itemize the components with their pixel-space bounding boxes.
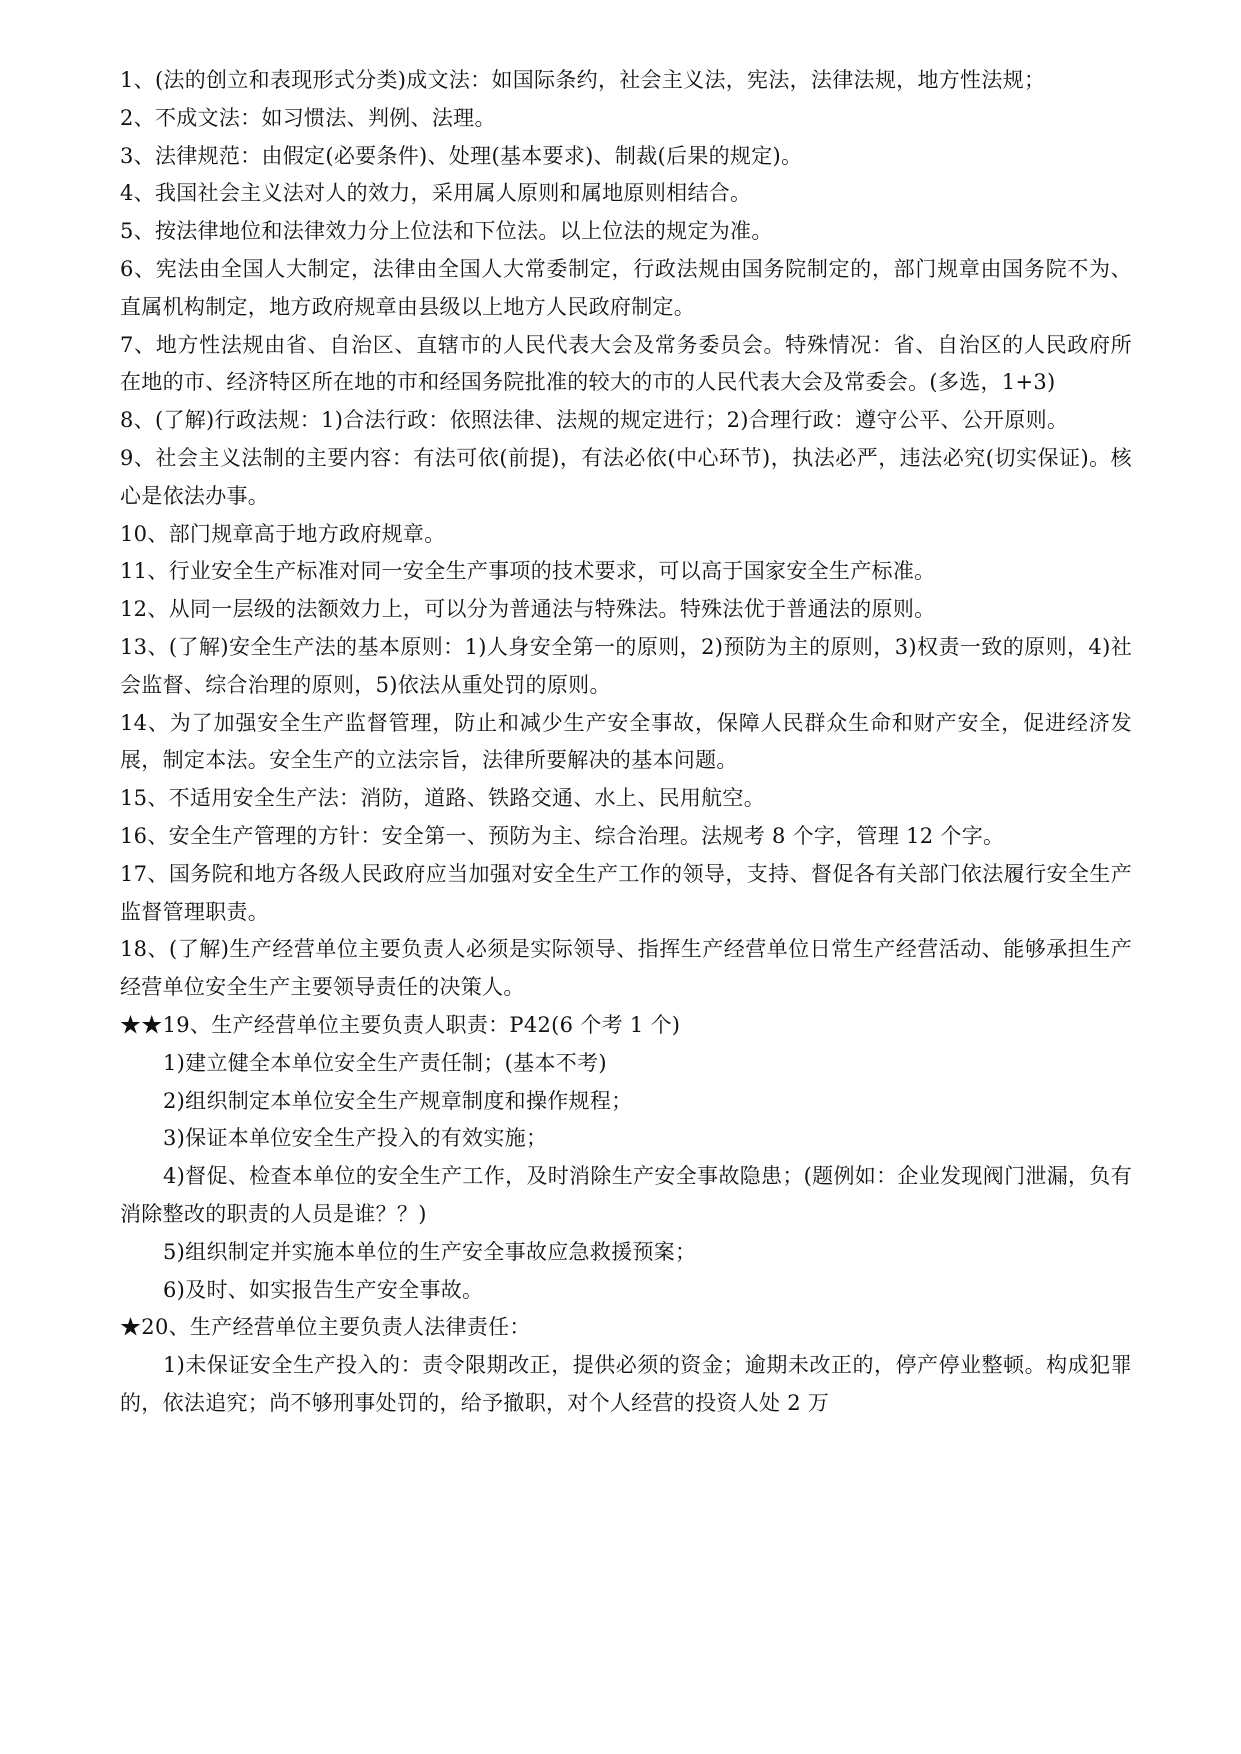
paragraph: 12、从同一层级的法额效力上，可以分为普通法与特殊法。特殊法优于普通法的原则。 — [120, 597, 936, 622]
paragraph: 8、(了解)行政法规：1)合法行政：依照法律、法规的规定进行；2)合理行政：遵守公平、公开原则。 — [120, 408, 1069, 433]
paragraph: 2)组织制定本单位安全生产规章制度和操作规程； — [163, 1088, 633, 1113]
paragraph: 1)建立健全本单位安全生产责任制；(基本不考) — [163, 1050, 607, 1075]
paragraph: ★20、生产经营单位主要负责人法律责任： — [120, 1315, 531, 1340]
paragraph: 6)及时、如实报告生产安全事故。 — [163, 1277, 484, 1302]
paragraph: 1)未保证安全生产投入的：责令限期改正，提供必须的资金；逾期未改正的，停产停业整顿。构成犯罪的，依法追究；尚不够刑事处罚的，给予撤职，对个人经营的投资人处 2 万 — [120, 1353, 1132, 1415]
paragraph: 1、(法的创立和表现形式分类)成文法：如国际条约，社会主义法，宪法，法律法规，地方性法规； — [120, 68, 1046, 92]
document-page — [120, 62, 1132, 1423]
paragraph: 16、安全生产管理的方针：安全第一、预防为主、综合治理。法规考 8 个字，管理 12 个字。 — [120, 823, 1005, 848]
paragraph: 3)保证本单位安全生产投入的有效实施； — [163, 1126, 548, 1151]
paragraph: 2、不成文法：如习惯法、判例、法理。 — [120, 105, 496, 130]
paragraph: ★★19、生产经营单位主要负责人职责：P42(6 个考 1 个) — [120, 1012, 681, 1037]
paragraph: 4)督促、检查本单位的安全生产工作，及时消除生产安全事故隐患；(题例如：企业发现阀门泄漏，负有消除整改的职责的人员是谁？？) — [120, 1164, 1132, 1226]
paragraph: 14、为了加强安全生产监督管理，防止和减少生产安全事故，保障人民群众生命和财产安全，促进经济发展，制定本法。安全生产的立法宗旨，法律所要解决的基本问题。 — [120, 710, 1132, 773]
paragraph: 18、(了解)生产经营单位主要负责人必须是实际领导、指挥生产经营单位日常生产经营活动、能够承担生产经营单位安全生产主要领导责任的决策人。 — [120, 937, 1132, 1000]
paragraph: 7、地方性法规由省、自治区、直辖市的人民代表大会及常务委员会。特殊情况：省、自治区的人民政府所在地的市、经济特区所在地的市和经国务院批准的较大的市的人民代表大会及常委会。(多选，1+3) — [120, 332, 1132, 395]
paragraph: 5)组织制定并实施本单位的生产安全事故应急救援预案； — [163, 1239, 697, 1264]
paragraph: 6、宪法由全国人大制定，法律由全国人大常委制定，行政法规由国务院制定的，部门规章由国务院不为、直属机构制定，地方政府规章由县级以上地方人民政府制定。 — [120, 256, 1132, 319]
paragraph: 10、部门规章高于地方政府规章。 — [120, 521, 446, 546]
paragraph: 13、(了解)安全生产法的基本原则：1)人身安全第一的原则，2)预防为主的原则，3)权责一致的原则，4)社会监督、综合治理的原则，5)依法从重处罚的原则。 — [120, 634, 1132, 697]
paragraph: 15、不适用安全生产法：消防，道路、铁路交通、水上、民用航空。 — [120, 786, 766, 811]
paragraph: 5、按法律地位和法律效力分上位法和下位法。以上位法的规定为准。 — [120, 219, 773, 244]
paragraph: 9、社会主义法制的主要内容：有法可依(前提)，有法必依(中心环节)，执法必严，违法必究(切实保证)。核心是依法办事。 — [120, 445, 1132, 508]
paragraph: 11、行业安全生产标准对同一安全生产事项的技术要求，可以高于国家安全生产标准。 — [120, 559, 936, 584]
paragraph: 17、国务院和地方各级人民政府应当加强对安全生产工作的领导，支持、督促各有关部门依法履行安全生产监督管理职责。 — [120, 861, 1132, 924]
paragraph: 3、法律规范：由假定(必要条件)、处理(基本要求)、制裁(后果的规定)。 — [120, 143, 803, 168]
paragraph: 4、我国社会主义法对人的效力，采用属人原则和属地原则相结合。 — [120, 181, 752, 206]
